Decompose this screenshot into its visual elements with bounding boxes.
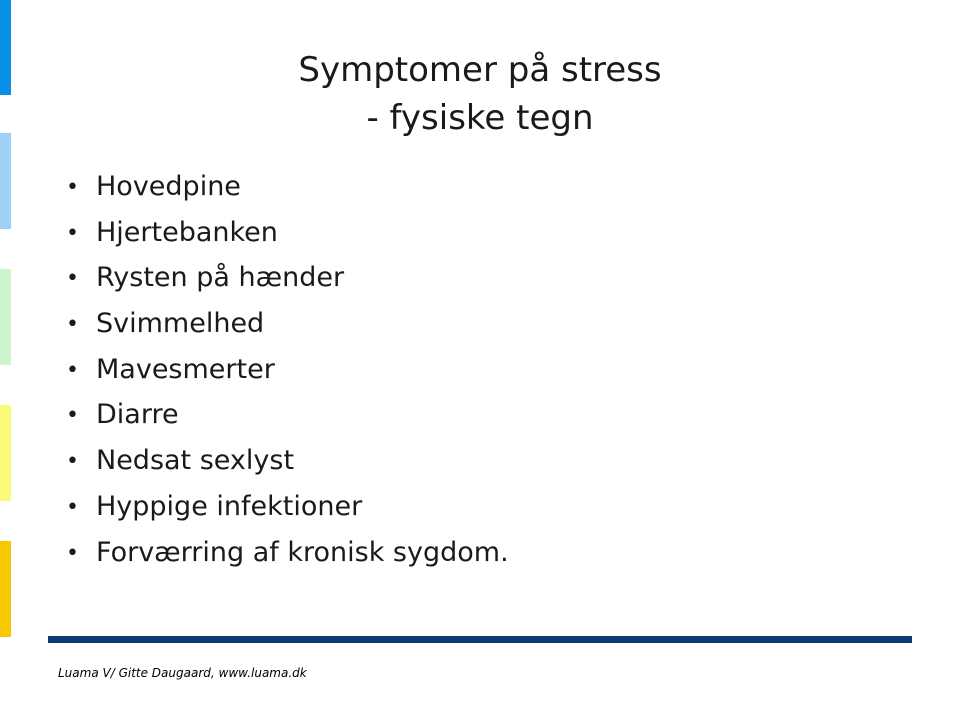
side-bar-light-blue	[0, 133, 11, 229]
side-bar-light-yellow	[0, 405, 11, 501]
bullet-icon: •	[66, 266, 79, 292]
bullet-icon: •	[66, 494, 79, 520]
bullet-list	[66, 164, 509, 575]
bullet-item	[66, 164, 509, 210]
side-bar-light-green	[0, 269, 11, 365]
slide-title-line-2: - fysiske tegn	[366, 98, 594, 138]
bullet-text: Rysten på hænder	[96, 262, 345, 294]
slide-title	[0, 46, 960, 142]
bullet-item	[66, 347, 509, 393]
slide-title-line-1: Symptomer på stress	[298, 50, 662, 90]
bullet-item	[66, 438, 509, 484]
bullet-text: Svimmelhed	[96, 308, 265, 340]
bullet-item	[66, 301, 509, 347]
bullet-icon: •	[66, 312, 79, 338]
bullet-text: Hovedpine	[96, 171, 241, 202]
footer-divider	[48, 636, 912, 643]
bullet-item	[66, 392, 509, 438]
bullet-icon: •	[66, 540, 79, 566]
bullet-text: Nedsat sexlyst	[96, 445, 295, 477]
side-bar-gold	[0, 541, 11, 637]
footer-credit: Luama V/ Gitte Daugaard, www.luama.dk	[58, 666, 307, 680]
bullet-icon: •	[66, 220, 79, 246]
bullet-item	[66, 210, 509, 256]
bullet-item	[66, 255, 509, 301]
bullet-text: Hjertebanken	[96, 216, 278, 248]
bullet-text: Diarre	[96, 399, 179, 431]
bullet-item	[66, 484, 509, 530]
bullet-icon: •	[66, 357, 79, 383]
bullet-text: Forværring af kronisk sygdom.	[96, 536, 509, 568]
bullet-icon: •	[66, 175, 79, 200]
bullet-text: Hyppige infektioner	[96, 490, 363, 522]
bullet-text: Mavesmerter	[96, 353, 275, 385]
bullet-icon: •	[66, 449, 79, 475]
bullet-item	[66, 530, 509, 576]
bullet-icon: •	[66, 403, 79, 429]
